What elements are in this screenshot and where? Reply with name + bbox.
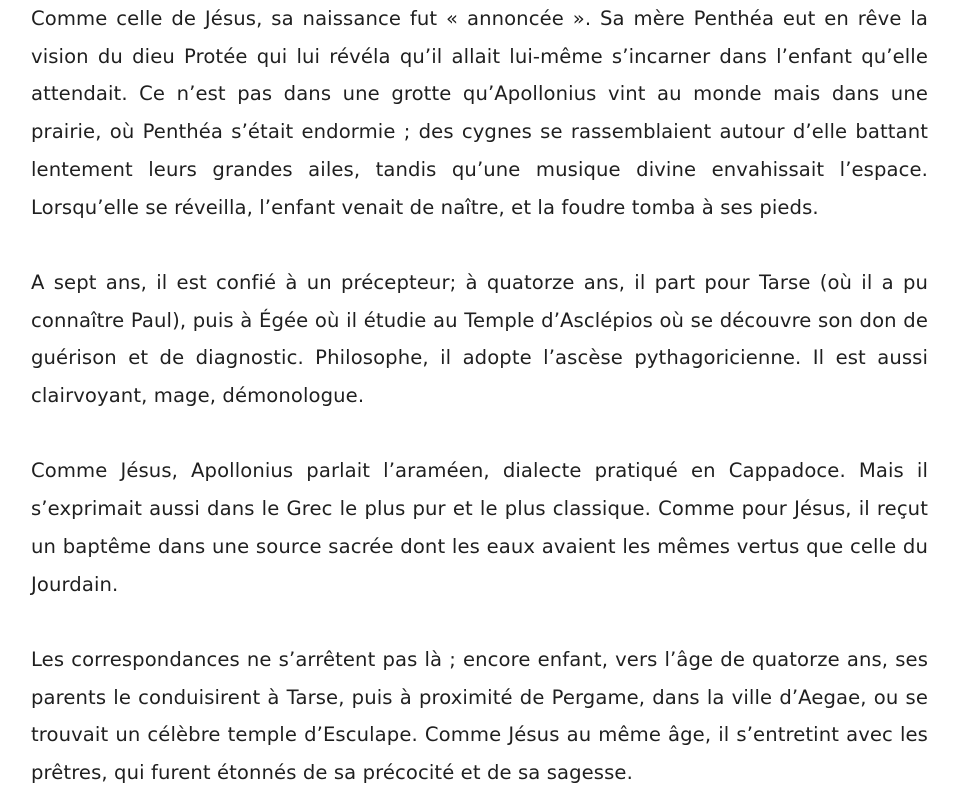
paragraph-birth: Comme celle de Jésus, sa naissance fut « annoncée ». Sa mère Penthéa eut en rêve la vision du dieu Protée qui lui révéla qu’il allait lui-même s’incarner dans l’enfant qu’elle attendait. Ce n’est pas dans une grotte qu’Apollonius vint au monde mais dans une prairie, où Penthéa s’était endormie ; des cygnes se rassemblaient autour d’elle battant lentement leurs grandes ailes, tandis qu’une musique divine envahissait l’espace. Lorsqu’elle se réveilla, l’enfant venait de naître, et la foudre tomba à ses pieds. bbox=[31, 7, 928, 219]
paragraph-language-baptism: Comme Jésus, Apollonius parlait l’araméen, dialecte pratiqué en Cappadoce. Mais il s’exprimait aussi dans le Grec le plus pur et le plus classique. Comme pour Jésus, il reçut un baptême dans une source sacrée dont les eaux avaient les mêmes vertus que celle du Jourdain. bbox=[31, 459, 928, 596]
article-body bbox=[31, 0, 928, 792]
paragraph-correspondences: Les correspondances ne s’arrêtent pas là ; encore enfant, vers l’âge de quatorze ans, ses parents le conduisirent à Tarse, puis à proximité de Pergame, dans la ville d’Aegae, ou se trouvait un célèbre temple d’Esculape. Comme Jésus au même âge, il s’entretint avec les prêtres, qui furent étonnés de sa précocité et de sa sagesse. bbox=[31, 647, 928, 785]
paragraph-education: A sept ans, il est confié à un précepteur; à quatorze ans, il part pour Tarse (où il a pu connaître Paul), puis à Égée où il étudie au Temple d’Asclépios où se découvre son don de guérison et de diagnostic. Philosophe, il adopte l’ascèse pythagoricienne. Il est aussi clairvoyant, mage, démonologue. bbox=[31, 270, 928, 408]
